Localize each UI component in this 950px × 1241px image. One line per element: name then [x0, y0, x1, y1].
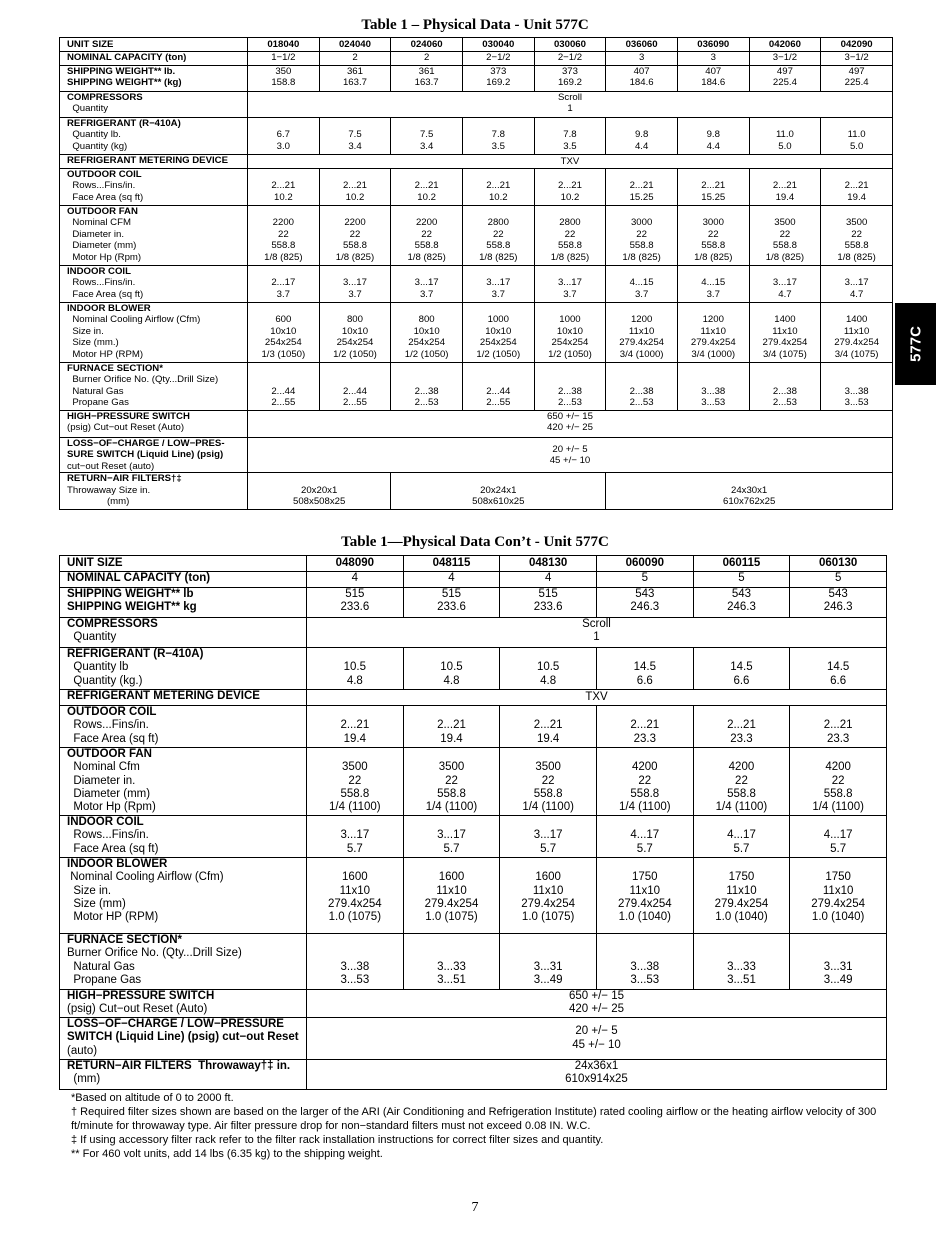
- spanning-cell: Scroll 1: [307, 618, 887, 648]
- spanning-cell: 650 +/− 15 420 +/− 25: [307, 990, 887, 1018]
- row-label: FURNACE SECTION* Burner Orifice No. (Qty...Drill Size) Natural Gas Propane Gas: [60, 934, 307, 990]
- table-cell: 7.8 3.5: [462, 118, 534, 155]
- table-cell: 2...21 19.4: [403, 706, 500, 748]
- table-cell: 600 10x10 254x254 1/3 (1050): [248, 303, 320, 363]
- table-cell: 3...38 3...53: [821, 363, 893, 411]
- table-cell: 3500 22 558.8 1/8 (825): [821, 206, 893, 266]
- table-row: [60, 990, 887, 1018]
- table-cell: 2...38 2...53: [749, 363, 821, 411]
- spanning-cell: 24x36x1 610x914x25: [307, 1060, 887, 1090]
- table-cell: 3000 22 558.8 1/8 (825): [606, 206, 678, 266]
- table-cell: 1750 11x10 279.4x254 1.0 (1040): [596, 858, 693, 934]
- table-cell: 2...17 3.7: [248, 266, 320, 303]
- table-cell: 3: [606, 52, 678, 66]
- table-cell: 2...21 19.4: [307, 706, 404, 748]
- table-cell: 407 184.6: [677, 66, 749, 92]
- table-cell: 543 246.3: [693, 588, 790, 618]
- table-cell: 3...17 5.7: [500, 816, 597, 858]
- table-cell: 3...17 3.7: [319, 266, 391, 303]
- table-cell: 4...17 5.7: [693, 816, 790, 858]
- row-label: OUTDOOR COIL Rows...Fins/in. Face Area (sq ft): [60, 169, 248, 206]
- table-cell: 515 233.6: [403, 588, 500, 618]
- table-cell: 1600 11x10 279.4x254 1.0 (1075): [500, 858, 597, 934]
- table-cell: 3−1/2: [749, 52, 821, 66]
- table-cell: 2...21 23.3: [596, 706, 693, 748]
- column-header: 036060: [606, 38, 678, 52]
- table-row: [60, 588, 887, 618]
- row-label: REFRIGERANT (R−410A) Quantity lb Quantity (kg.): [60, 648, 307, 690]
- table-cell: 543 246.3: [790, 588, 887, 618]
- table-cell: 1750 11x10 279.4x254 1.0 (1040): [790, 858, 887, 934]
- table-cell: 14.5 6.6: [596, 648, 693, 690]
- table-cell: 373 169.2: [534, 66, 606, 92]
- table-cell: 3000 22 558.8 1/8 (825): [677, 206, 749, 266]
- table-cell: 10.5 4.8: [500, 648, 597, 690]
- table-cell: 2200 22 558.8 1/8 (825): [248, 206, 320, 266]
- table-cell: 2...21 19.4: [821, 169, 893, 206]
- table-cell: 4...17 5.7: [790, 816, 887, 858]
- table-cell: 3...31 3...49: [790, 934, 887, 990]
- physical-data-table: [59, 37, 893, 510]
- table-row: [60, 572, 887, 588]
- row-label: NOMINAL CAPACITY (ton): [60, 572, 307, 588]
- table-row: [60, 66, 893, 92]
- table-cell: 2...21 10.2: [248, 169, 320, 206]
- filter-size-cell: 20x24x1 508x610x25: [391, 473, 606, 510]
- column-header: 030040: [462, 38, 534, 52]
- table-cell: 2800 22 558.8 1/8 (825): [534, 206, 606, 266]
- table-cell: 2...21 23.3: [693, 706, 790, 748]
- table-row: [60, 748, 887, 816]
- table-cell: 3...17 3.7: [462, 266, 534, 303]
- row-label: RETURN−AIR FILTERS†‡ Throwaway Size in. (mm): [60, 473, 248, 510]
- row-label: OUTDOOR FAN Nominal CFM Diameter in. Diameter (mm) Motor Hp (Rpm): [60, 206, 248, 266]
- column-header-label: UNIT SIZE: [60, 38, 248, 52]
- row-label: SHIPPING WEIGHT** lb SHIPPING WEIGHT** kg: [60, 588, 307, 618]
- table-cell: 4200 22 558.8 1/4 (1100): [693, 748, 790, 816]
- table-cell: 2...38 2...53: [606, 363, 678, 411]
- table-row: [60, 690, 887, 706]
- table-row: [60, 438, 893, 473]
- table-cell: 497 225.4: [821, 66, 893, 92]
- table-row: [60, 363, 893, 411]
- row-label: INDOOR COIL Rows...Fins/in. Face Area (sq ft): [60, 266, 248, 303]
- table-cell: 2...21 10.2: [534, 169, 606, 206]
- table-cell: 2...21 23.3: [790, 706, 887, 748]
- table-cell: 3...38 3...53: [307, 934, 404, 990]
- table-cell: 3...17 5.7: [307, 816, 404, 858]
- table-cell: 407 184.6: [606, 66, 678, 92]
- table-cell: 14.5 6.6: [790, 648, 887, 690]
- table-row: [60, 934, 887, 990]
- column-header: 060090: [596, 556, 693, 572]
- table-cell: 1−1/2: [248, 52, 320, 66]
- footnote: *Based on altitude of 0 to 2000 ft.: [71, 1092, 234, 1104]
- row-label: HIGH−PRESSURE SWITCH (psig) Cut−out Reset (Auto): [60, 411, 248, 438]
- column-header: 048090: [307, 556, 404, 572]
- column-header: 036090: [677, 38, 749, 52]
- table-cell: 3500 22 558.8 1/4 (1100): [500, 748, 597, 816]
- table-row: [60, 92, 893, 118]
- column-header: 030060: [534, 38, 606, 52]
- footnote: † Required filter sizes shown are based on the larger of the ARI (Air Conditioning and Refrigeration Institute) rated cooling airflow or the heating airflow velocity of 300 ft/minute for throwaway type. Air filter pressure drop for non−standard filters must not exceed 0.08 IN. W.C.: [71, 1106, 877, 1132]
- row-label: LOSS−OF−CHARGE / LOW−PRESSURE SWITCH (Liquid Line) (psig) cut−out Reset (auto): [60, 1018, 307, 1060]
- column-header: 042090: [821, 38, 893, 52]
- table-cell: 4200 22 558.8 1/4 (1100): [790, 748, 887, 816]
- table-cell: 543 246.3: [596, 588, 693, 618]
- table-cell: 373 169.2: [462, 66, 534, 92]
- table-row: [60, 155, 893, 169]
- row-label: COMPRESSORS Quantity: [60, 92, 248, 118]
- table-cell: 2...38 2...53: [534, 363, 606, 411]
- table-row: [60, 1060, 887, 1090]
- side-tab-label: 577C: [907, 326, 924, 362]
- table-row: [60, 648, 887, 690]
- table-row: [60, 858, 887, 934]
- table-cell: 11.0 5.0: [821, 118, 893, 155]
- table-cell: 4: [500, 572, 597, 588]
- table-cell: 3...38 3...53: [596, 934, 693, 990]
- table-header-row: [60, 38, 893, 52]
- table-cell: 2...38 2...53: [391, 363, 463, 411]
- table-row: [60, 706, 887, 748]
- table-cell: 3...31 3...49: [500, 934, 597, 990]
- row-label: INDOOR COIL Rows...Fins/in. Face Area (sq ft): [60, 816, 307, 858]
- table-cell: 4: [403, 572, 500, 588]
- table-cell: 800 10x10 254x254 1/2 (1050): [391, 303, 463, 363]
- table-cell: 2...44 2...55: [462, 363, 534, 411]
- table-cell: 4200 22 558.8 1/4 (1100): [596, 748, 693, 816]
- side-tab: [895, 303, 936, 385]
- column-header: 048115: [403, 556, 500, 572]
- row-label: FURNACE SECTION* Burner Orifice No. (Qty...Drill Size) Natural Gas Propane Gas: [60, 363, 248, 411]
- table-cell: 10.5 4.8: [307, 648, 404, 690]
- table-cell: 3...17 3.7: [391, 266, 463, 303]
- table-cell: 515 233.6: [307, 588, 404, 618]
- table-cell: 7.5 3.4: [319, 118, 391, 155]
- row-label: HIGH−PRESSURE SWITCH (psig) Cut−out Reset (Auto): [60, 990, 307, 1018]
- row-label: RETURN−AIR FILTERS Throwaway†‡ in. (mm): [60, 1060, 307, 1090]
- table-cell: 1400 11x10 279.4x254 3/4 (1075): [749, 303, 821, 363]
- spanning-cell: Scroll 1: [248, 92, 893, 118]
- table-cell: 6.7 3.0: [248, 118, 320, 155]
- table-row: [60, 473, 893, 510]
- column-header: 060130: [790, 556, 887, 572]
- table-cell: 1750 11x10 279.4x254 1.0 (1040): [693, 858, 790, 934]
- table-cell: 3500 22 558.8 1/4 (1100): [403, 748, 500, 816]
- table-cell: 4...15 3.7: [677, 266, 749, 303]
- physical-data-continued-table: [59, 555, 887, 1090]
- table-cell: 5: [790, 572, 887, 588]
- page-number: 7: [471, 1200, 479, 1215]
- table-cell: 2−1/2: [534, 52, 606, 66]
- table-cell: 1600 11x10 279.4x254 1.0 (1075): [307, 858, 404, 934]
- table-cell: 3−1/2: [821, 52, 893, 66]
- table-row: [60, 169, 893, 206]
- table-cell: 3500 22 558.8 1/8 (825): [749, 206, 821, 266]
- table-cell: 1200 11x10 279.4x254 3/4 (1000): [606, 303, 678, 363]
- footnote: ** For 460 volt units, add 14 lbs (6.35 kg) to the shipping weight.: [71, 1148, 383, 1160]
- spanning-cell: 20 +/− 5 45 +/− 10: [307, 1018, 887, 1060]
- table-cell: 1600 11x10 279.4x254 1.0 (1075): [403, 858, 500, 934]
- table-cell: 1000 10x10 254x254 1/2 (1050): [534, 303, 606, 363]
- table-cell: 2...44 2...55: [248, 363, 320, 411]
- table-cell: 2...44 2...55: [319, 363, 391, 411]
- row-label: NOMINAL CAPACITY (ton): [60, 52, 248, 66]
- footnote: ‡ If using accessory filter rack refer to the filter rack installation instructions for correct filter sizes and quantity.: [71, 1134, 604, 1146]
- table-cell: 2...21 15.25: [606, 169, 678, 206]
- table-cell: 3...17 4.7: [821, 266, 893, 303]
- table-cell: 5: [693, 572, 790, 588]
- row-label: LOSS−OF−CHARGE / LOW−PRES- SURE SWITCH (Liquid Line) (psig) cut−out Reset (auto): [60, 438, 248, 473]
- row-label: OUTDOOR FAN Nominal Cfm Diameter in. Diameter (mm) Motor Hp (Rpm): [60, 748, 307, 816]
- row-label: INDOOR BLOWER Nominal Cooling Airflow (Cfm) Size in. Size (mm) Motor HP (RPM): [60, 858, 307, 934]
- table-cell: 2200 22 558.8 1/8 (825): [319, 206, 391, 266]
- column-header: 060115: [693, 556, 790, 572]
- table-row: [60, 52, 893, 66]
- table-cell: 2: [319, 52, 391, 66]
- table-cell: 11.0 5.0: [749, 118, 821, 155]
- table-cell: 2...21 10.2: [462, 169, 534, 206]
- table-cell: 2800 22 558.8 1/8 (825): [462, 206, 534, 266]
- table-cell: 14.5 6.6: [693, 648, 790, 690]
- spanning-cell: TXV: [307, 690, 887, 706]
- table-cell: 2...21 15.25: [677, 169, 749, 206]
- column-header: 048130: [500, 556, 597, 572]
- table-cell: 5: [596, 572, 693, 588]
- row-label: SHIPPING WEIGHT** lb. SHIPPING WEIGHT** (kg): [60, 66, 248, 92]
- table-cell: 3...33 3...51: [693, 934, 790, 990]
- row-label: OUTDOOR COIL Rows...Fins/in. Face Area (sq ft): [60, 706, 307, 748]
- table-row: [60, 118, 893, 155]
- filter-size-cell: 24x30x1 610x762x25: [606, 473, 893, 510]
- table-cell: 4: [307, 572, 404, 588]
- table-header-row: [60, 556, 887, 572]
- table-cell: 497 225.4: [749, 66, 821, 92]
- table-cell: 2: [391, 52, 463, 66]
- row-label: COMPRESSORS Quantity: [60, 618, 307, 648]
- table-cell: 4...17 5.7: [596, 816, 693, 858]
- table-cell: 7.5 3.4: [391, 118, 463, 155]
- table-cell: 1200 11x10 279.4x254 3/4 (1000): [677, 303, 749, 363]
- table-row: [60, 303, 893, 363]
- table-cell: 1400 11x10 279.4x254 3/4 (1075): [821, 303, 893, 363]
- table-cell: 800 10x10 254x254 1/2 (1050): [319, 303, 391, 363]
- column-header: 042060: [749, 38, 821, 52]
- table-cell: 9.8 4.4: [677, 118, 749, 155]
- table-row: [60, 266, 893, 303]
- table-cell: 2...21 10.2: [391, 169, 463, 206]
- table-cell: 1000 10x10 254x254 1/2 (1050): [462, 303, 534, 363]
- table-cell: 3...17 4.7: [749, 266, 821, 303]
- table-cell: 2200 22 558.8 1/8 (825): [391, 206, 463, 266]
- row-label: INDOOR BLOWER Nominal Cooling Airflow (Cfm) Size in. Size (mm.) Motor HP (RPM): [60, 303, 248, 363]
- table-cell: 515 233.6: [500, 588, 597, 618]
- column-header-label: UNIT SIZE: [60, 556, 307, 572]
- spanning-cell: 20 +/− 5 45 +/− 10: [248, 438, 893, 473]
- table-cell: 3: [677, 52, 749, 66]
- table-cell: 3...17 3.7: [534, 266, 606, 303]
- table-row: [60, 411, 893, 438]
- table-cell: 9.8 4.4: [606, 118, 678, 155]
- table-cell: 2...21 19.4: [500, 706, 597, 748]
- table-cell: 7.8 3.5: [534, 118, 606, 155]
- table-cell: 2...21 10.2: [319, 169, 391, 206]
- table-cell: 3...17 5.7: [403, 816, 500, 858]
- column-header: 024040: [319, 38, 391, 52]
- column-header: 018040: [248, 38, 320, 52]
- spanning-cell: TXV: [248, 155, 893, 169]
- table-cell: 10.5 4.8: [403, 648, 500, 690]
- row-label: REFRIGERANT METERING DEVICE: [60, 690, 307, 706]
- table-row: [60, 618, 887, 648]
- table-cell: 2...21 19.4: [749, 169, 821, 206]
- table-cell: 3500 22 558.8 1/4 (1100): [307, 748, 404, 816]
- footnotes: [71, 1091, 881, 1161]
- table2-title: Table 1—Physical Data Con’t - Unit 577C: [341, 534, 609, 550]
- table1-title: Table 1 – Physical Data - Unit 577C: [361, 17, 589, 33]
- spanning-cell: 650 +/− 15 420 +/− 25: [248, 411, 893, 438]
- table-cell: 3...33 3...51: [403, 934, 500, 990]
- table-cell: 361 163.7: [319, 66, 391, 92]
- table-cell: 3...38 3...53: [677, 363, 749, 411]
- table-cell: 350 158.8: [248, 66, 320, 92]
- column-header: 024060: [391, 38, 463, 52]
- filter-size-cell: 20x20x1 508x508x25: [248, 473, 391, 510]
- table-row: [60, 1018, 887, 1060]
- table-cell: 361 163.7: [391, 66, 463, 92]
- table-cell: 4...15 3.7: [606, 266, 678, 303]
- table-row: [60, 816, 887, 858]
- row-label: REFRIGERANT METERING DEVICE: [60, 155, 248, 169]
- row-label: REFRIGERANT (R−410A) Quantity lb. Quantity (kg): [60, 118, 248, 155]
- table-row: [60, 206, 893, 266]
- table-cell: 2−1/2: [462, 52, 534, 66]
